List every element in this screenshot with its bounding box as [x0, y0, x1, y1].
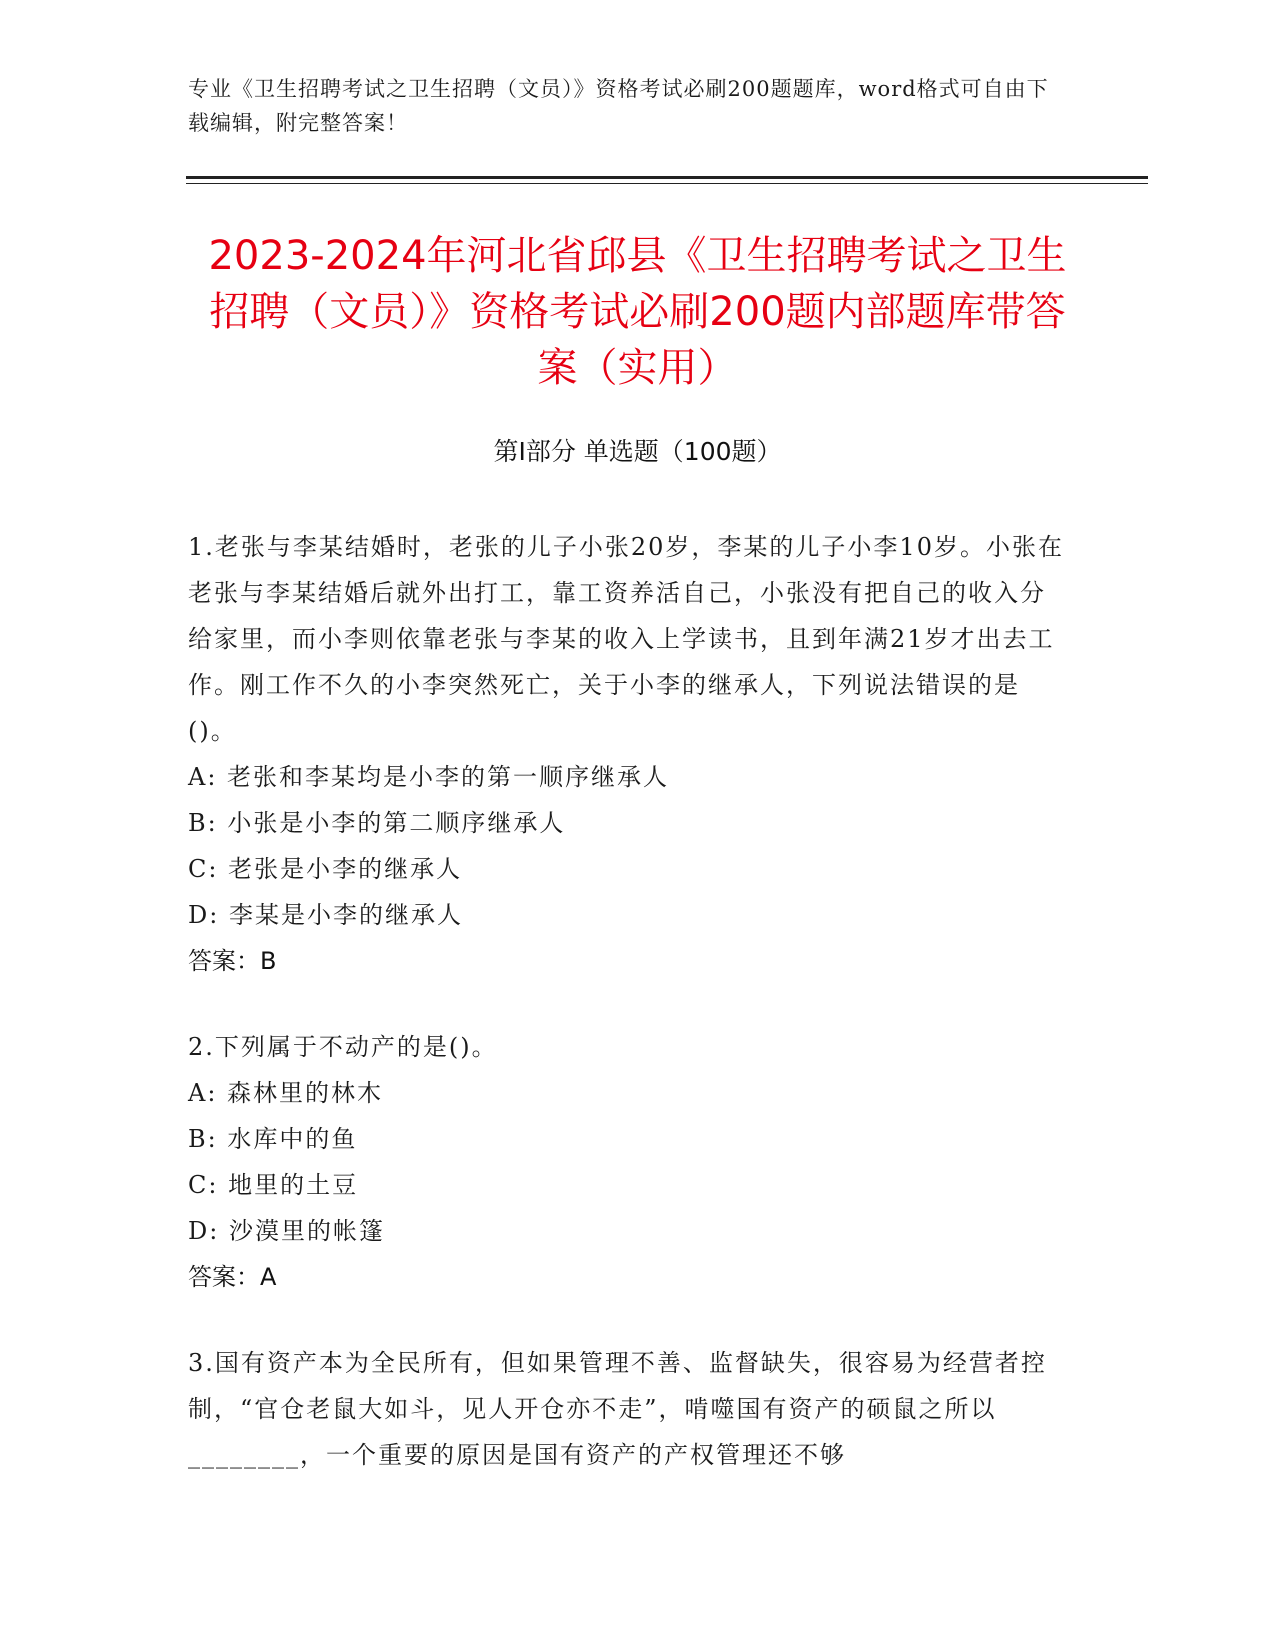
question-2: [188, 1024, 1068, 1300]
option-c: C: 老张是小李的继承人: [188, 855, 463, 883]
section-title: 第I部分 单选题（100题）: [493, 437, 782, 466]
answer: 答案：A: [188, 1263, 277, 1291]
option-c: C: 地里的土豆: [188, 1171, 359, 1199]
question-1: [188, 524, 1068, 984]
question-3: [188, 1340, 1068, 1478]
option-b: B: 小张是小李的第二顺序继承人: [188, 809, 566, 837]
option-a: A: 老张和李某均是小李的第一顺序继承人: [188, 763, 670, 791]
header-note: 专业《卫生招聘考试之卫生招聘（文员）》资格考试必刷200题题库，word格式可自由下载编辑，附完整答案！: [188, 77, 1049, 135]
document-title: 2023-2024年河北省邱县《卫生招聘考试之卫生招聘（文员）》资格考试必刷200题内部题库带答案（实用）: [208, 233, 1067, 391]
question-list: [188, 524, 1068, 1518]
option-d: D: 李某是小李的继承人: [188, 901, 463, 929]
header-divider-thin: [186, 183, 1148, 184]
option-a: A: 森林里的林木: [188, 1079, 384, 1107]
option-b: B: 水库中的鱼: [188, 1125, 358, 1153]
header-divider-thick: [186, 176, 1148, 179]
question-text: 2.下列属于不动产的是()。: [188, 1033, 498, 1061]
option-d: D: 沙漠里的帐篷: [188, 1217, 385, 1245]
question-text: 3.国有资产本为全民所有，但如果管理不善、监督缺失，很容易为经营者控制，“官仓老鼠大如斗，见人开仓亦不走”，啃噬国有资产的硕鼠之所以________，一个重要的原因是国有资产的产权管理还不够: [188, 1349, 1047, 1469]
answer: 答案：B: [188, 947, 277, 975]
question-text: 1.老张与李某结婚时，老张的儿子小张20岁，李某的儿子小李10岁。小张在老张与李某结婚后就外出打工，靠工资养活自己，小张没有把自己的收入分给家里，而小李则依靠老张与李某的收入上学读书，且到年满21岁才出去工作。刚工作不久的小李突然死亡，关于小李的继承人，下列说法错误的是()。: [188, 533, 1064, 745]
